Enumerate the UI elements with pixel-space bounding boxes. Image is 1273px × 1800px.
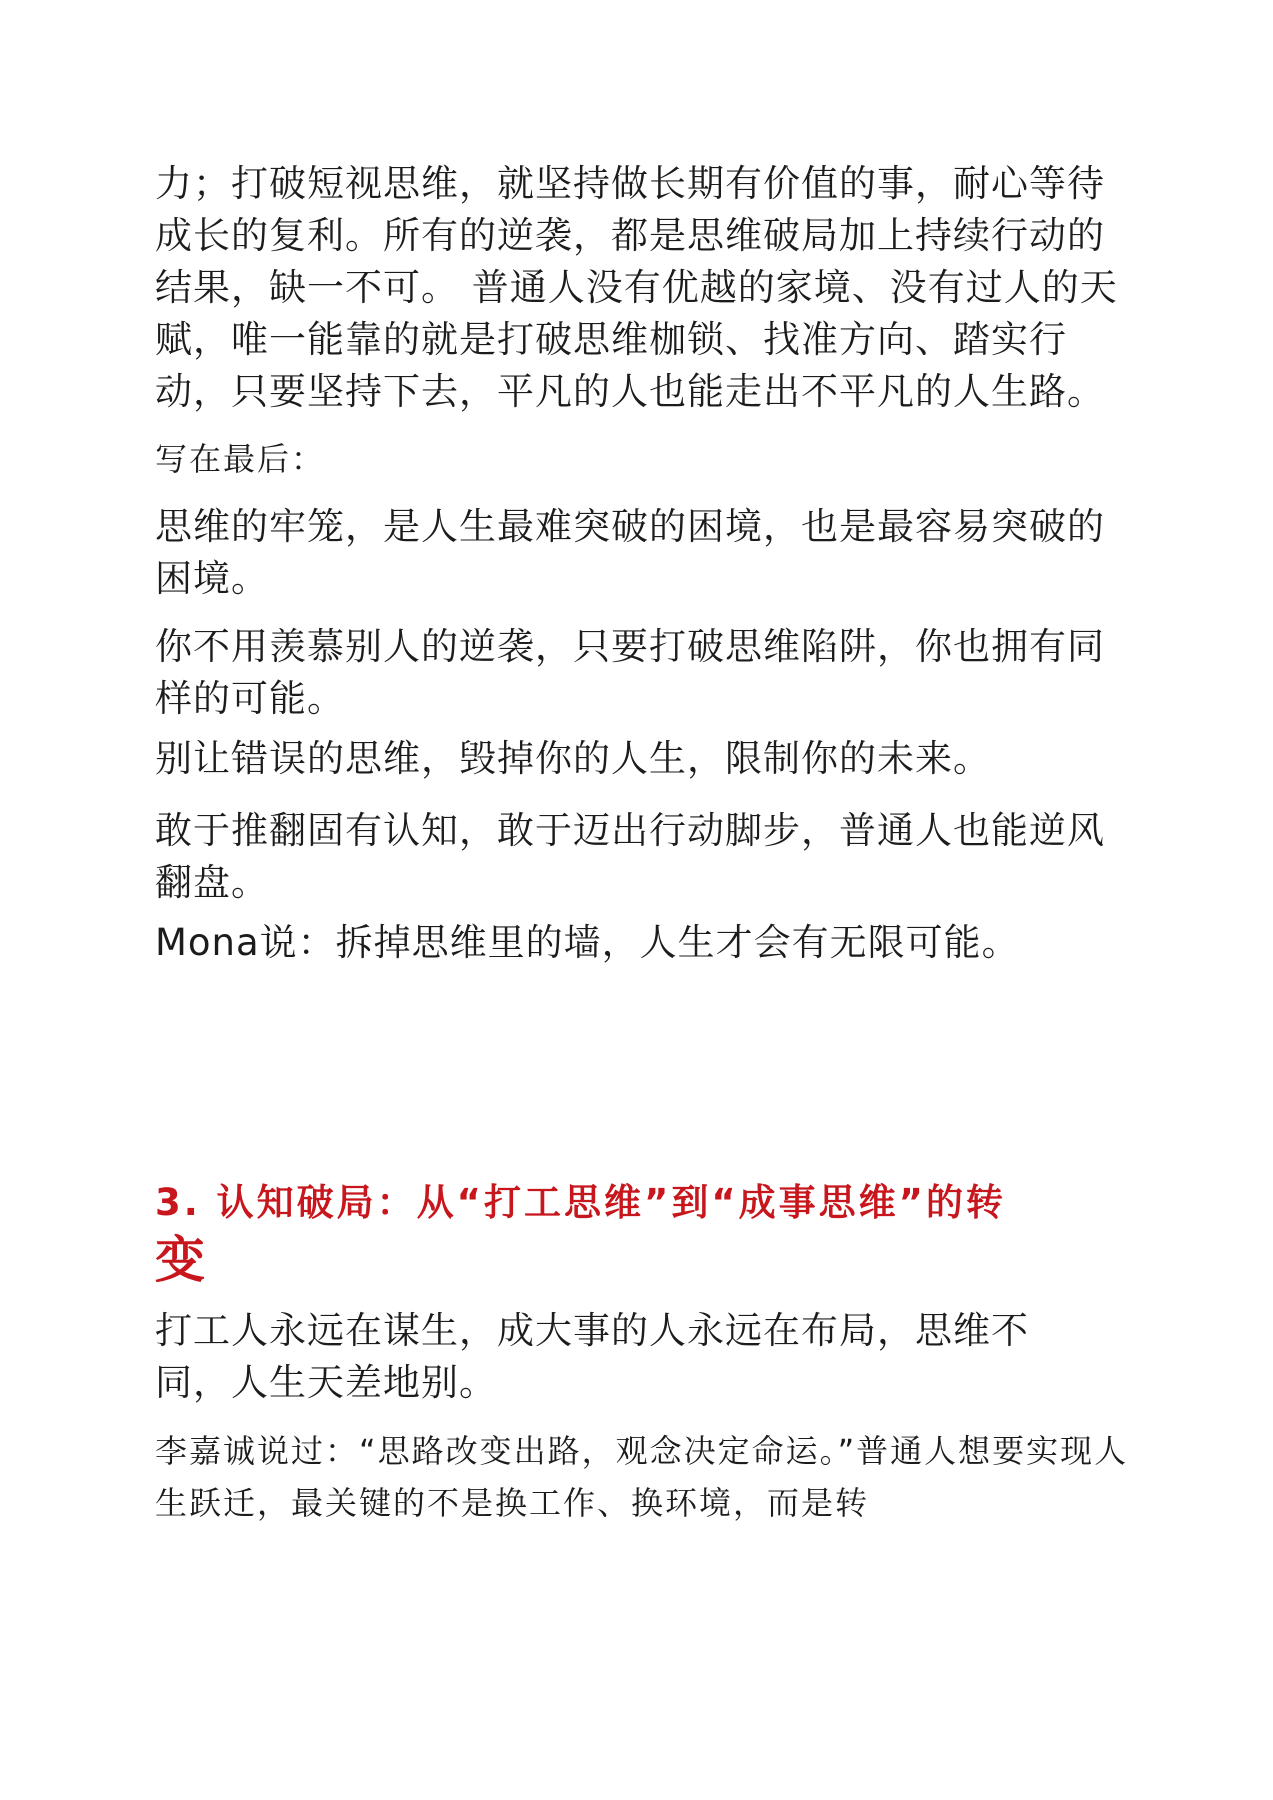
body-paragraph: 思维的牢笼，是人生最难突破的困境，也是最容易突破的困境。 bbox=[155, 505, 1105, 600]
quote-paragraph: 李嘉诚说过：“思路改变出路，观念决定命运。”普通人想要实现人生跃迁，最关键的不是换工作、换环境，而是转 bbox=[155, 1432, 1129, 1522]
document-body bbox=[155, 158, 1130, 1529]
section-heading-text: 3. 认知破局：从“打工思维”到“成事思维”的转 bbox=[155, 1181, 1006, 1224]
body-paragraph: 你不用羡慕别人的逆袭，只要打破思维陷阱，你也拥有同样的可能。 bbox=[155, 625, 1105, 720]
body-paragraph: 力；打破短视思维，就坚持做长期有价值的事，耐心等待成长的复利。所有的逆袭，都是思维破局加上持续行动的结果，缺一不可。 普通人没有优越的家境、没有过人的天赋，唯一能靠的就是打破思维枷锁、找准方向、踏实行动，只要坚持下去，平凡的人也能走出不平凡的人生路。 bbox=[155, 162, 1118, 413]
section-heading-tail: 变 bbox=[155, 1231, 205, 1289]
closing-section-label: 写在最后： bbox=[155, 440, 326, 478]
section-intro-paragraph: 打工人永远在谋生，成大事的人永远在布局，思维不同，人生天差地别。 bbox=[155, 1309, 1029, 1404]
body-paragraph: 敢于推翻固有认知，敢于迈出行动脚步，普通人也能逆风翻盘。 bbox=[155, 809, 1105, 904]
section-heading bbox=[155, 1177, 1130, 1291]
signature-line: Mona说：拆掉思维里的墙，人生才会有无限可能。 bbox=[155, 921, 1020, 964]
body-paragraph: 别让错误的思维，毁掉你的人生，限制你的未来。 bbox=[155, 737, 991, 780]
